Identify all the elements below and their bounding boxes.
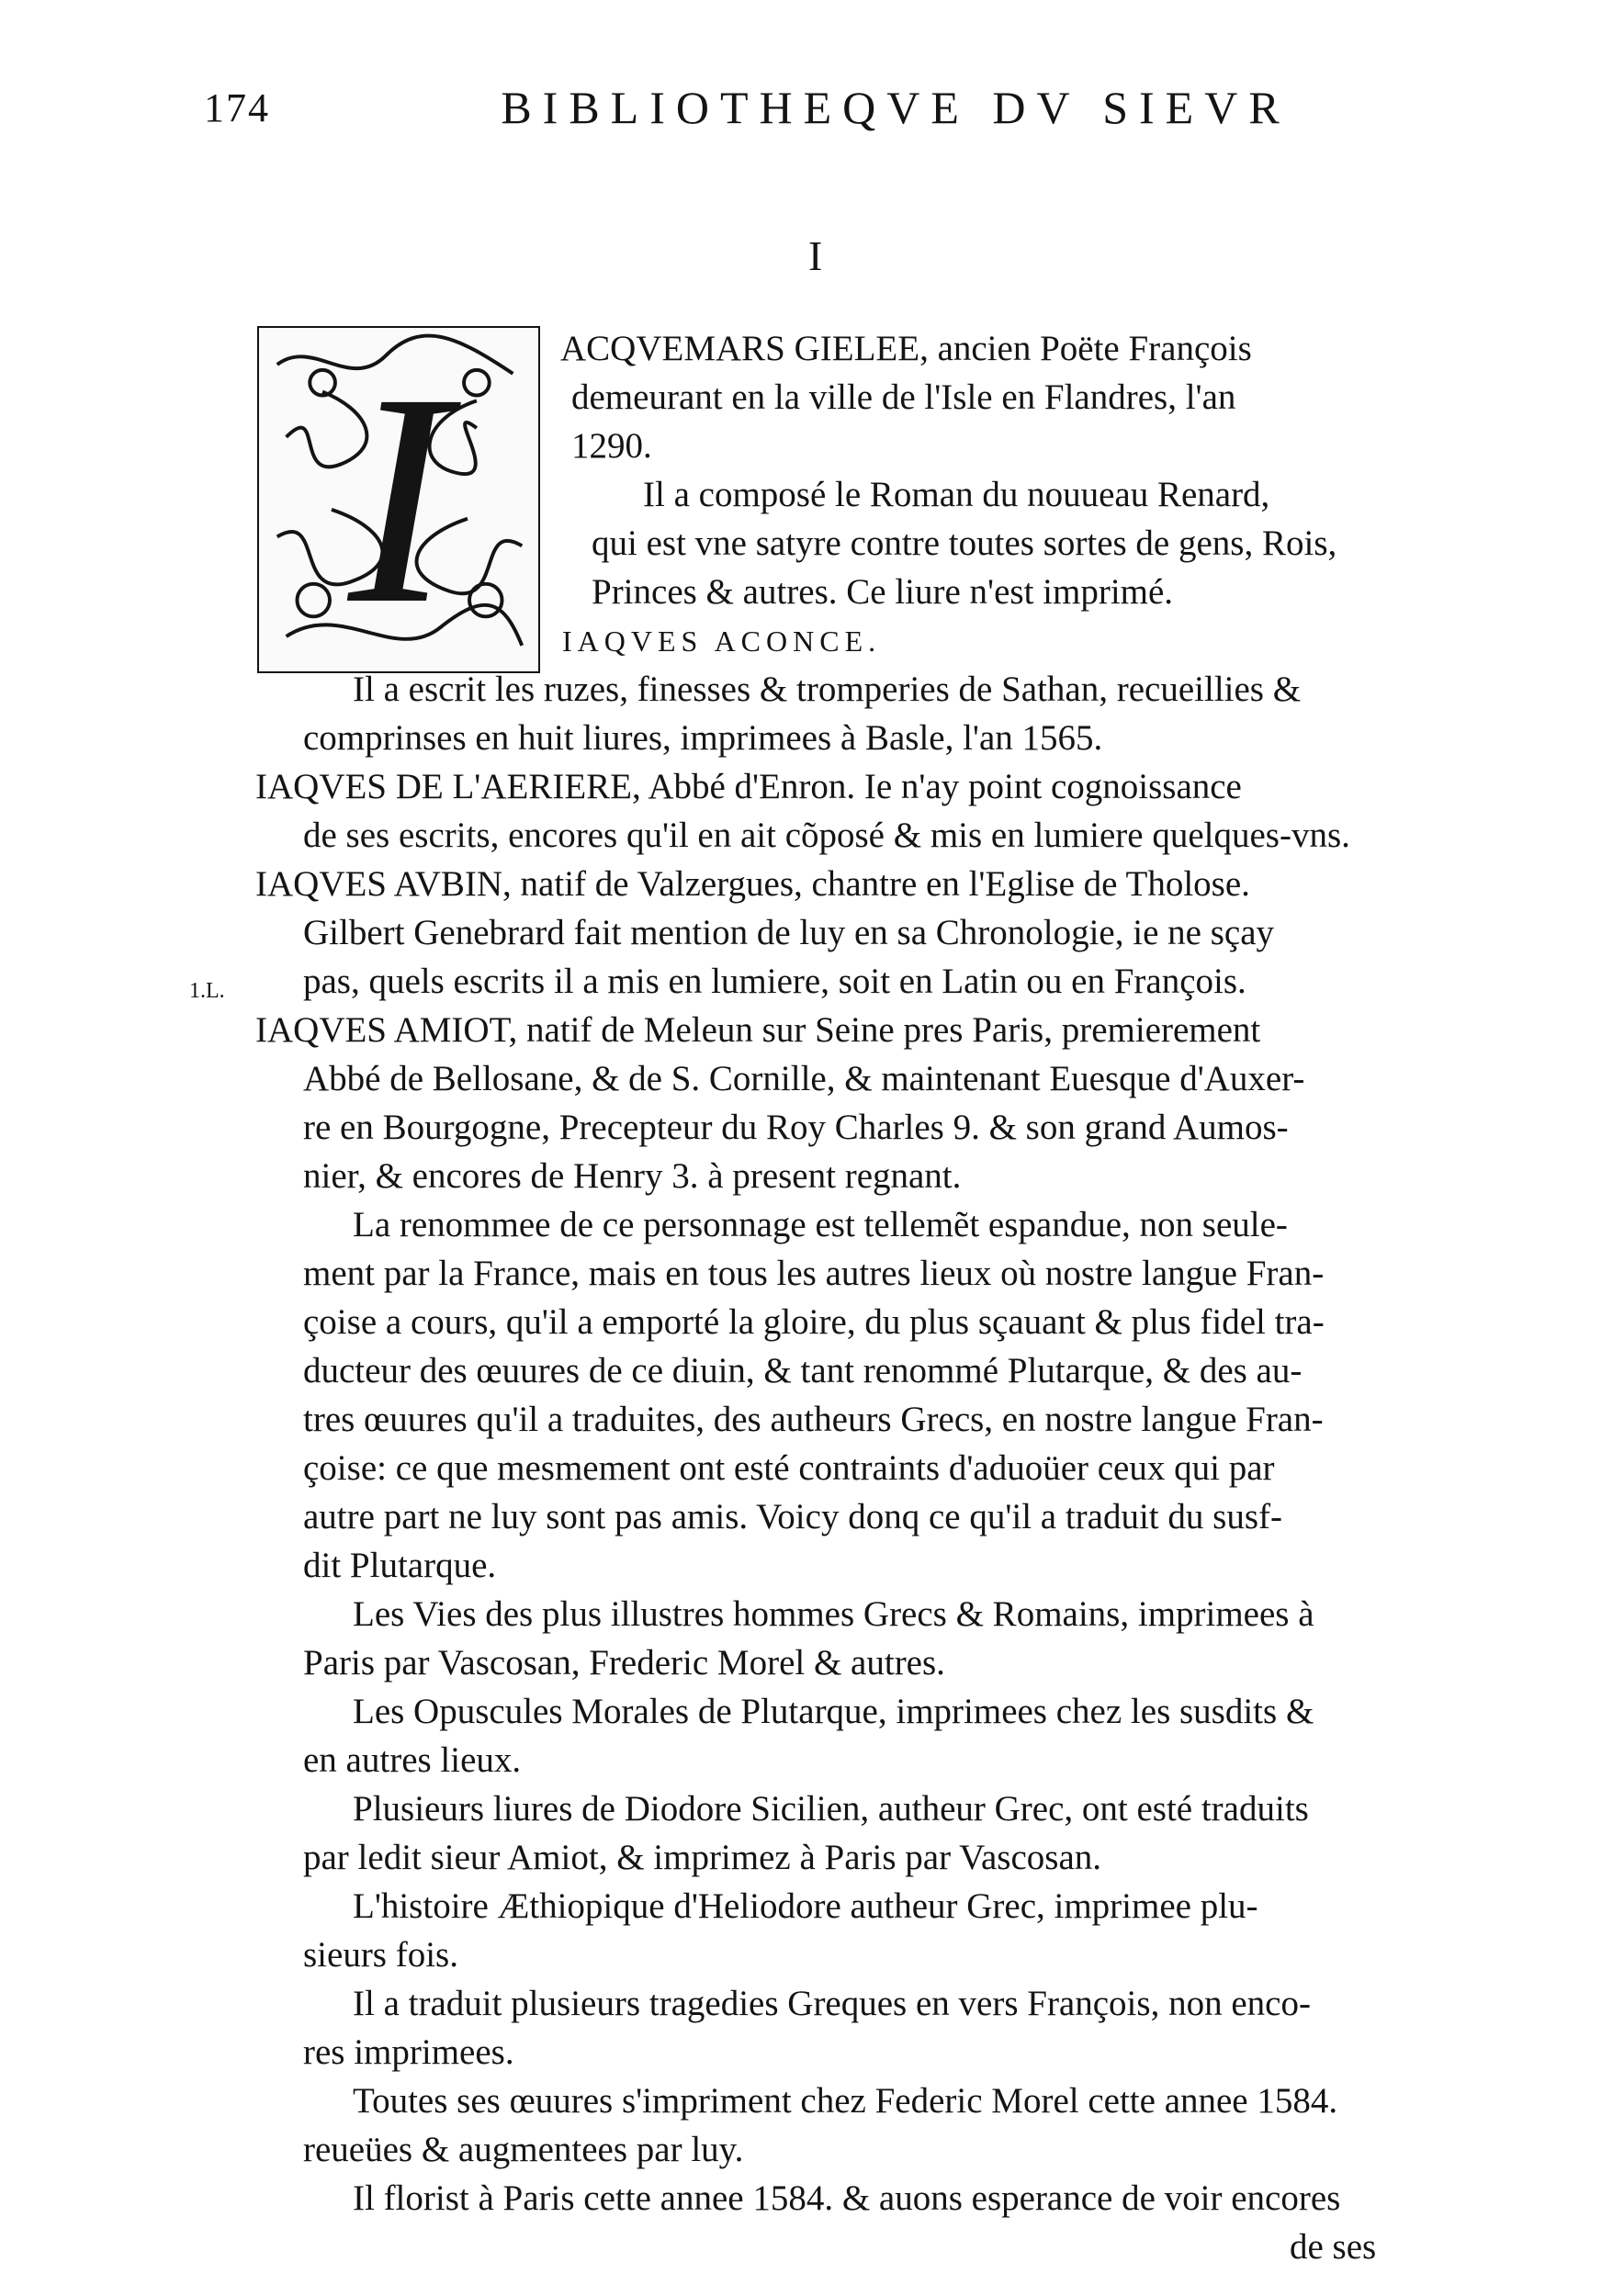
text-line: en autres lieux. <box>303 1740 522 1780</box>
text-line: Il a traduit plusieurs tragedies Greques en vers François, non enco- <box>353 1984 1311 2023</box>
text-line: pas, quels escrits il a mis en lumiere, soit en Latin ou en François. <box>303 962 1246 1001</box>
text-line: Il a escrit les ruzes, finesses & tromperies de Sathan, recueillies & <box>353 670 1302 709</box>
text-line: dit Plutarque. <box>303 1546 497 1585</box>
decorated-initial <box>257 326 540 673</box>
text-line: çoise: ce que mesmement ont esté contraints d'aduoüer ceux qui par <box>303 1448 1275 1488</box>
page-number: 174 <box>204 85 270 130</box>
text-line: qui est vne satyre contre toutes sortes de gens, Rois, <box>592 523 1337 563</box>
text-line: Les Opuscules Morales de Plutarque, imprimees chez les susdits & <box>353 1692 1314 1731</box>
initial-letter: I <box>348 332 449 667</box>
text-line: 1290. <box>571 426 652 466</box>
entry-line: IAQVES DE L'AERIERE, Abbé d'Enron. Ie n'ay point cognoissance <box>255 767 1242 806</box>
text-line: Toutes ses œuures s'impriment chez Federic Morel cette annee 1584. <box>353 2081 1338 2121</box>
entry-line: IAQVES AMIOT, natif de Meleun sur Seine pres Paris, premierement <box>255 1010 1261 1050</box>
text-line: re en Bourgogne, Precepteur du Roy Charles 9. & son grand Aumos- <box>303 1108 1289 1147</box>
text-line: tres œuures qu'il a traduites, des autheurs Grecs, en nostre langue Fran- <box>303 1400 1324 1439</box>
text-line: Il a composé le Roman du nouueau Renard, <box>643 475 1270 514</box>
margin-note: 1.L. <box>189 979 225 1003</box>
text-line: Princes & autres. Ce liure n'est imprimé. <box>592 572 1174 612</box>
text-line: Il florist à Paris cette annee 1584. & auons esperance de voir encores <box>353 2178 1341 2218</box>
text-line: Abbé de Bellosane, & de S. Cornille, & maintenant Euesque d'Auxer- <box>303 1059 1305 1098</box>
text-line: çoise a cours, qu'il a emporté la gloire, du plus sçauant & plus fidel tra- <box>303 1302 1325 1342</box>
text-line: ment par la France, mais en tous les autres lieux où nostre langue Fran- <box>303 1254 1325 1293</box>
text-line: comprinses en huit liures, imprimees à Basle, l'an 1565. <box>303 718 1103 758</box>
text-line: Gilbert Genebrard fait mention de luy en sa Chronologie, ie ne sçay <box>303 913 1274 952</box>
text-line: sieurs fois. <box>303 1935 458 1975</box>
text-line: autre part ne luy sont pas amis. Voicy donq ce qu'il a traduit du susf- <box>303 1497 1282 1536</box>
text-line: de ses escrits, encores qu'il en ait cõposé & mis en lumiere quelques-vns. <box>303 816 1350 855</box>
text-line: reueües & augmentees par luy. <box>303 2130 744 2169</box>
text-line: par ledit sieur Amiot, & imprimez à Paris par Vascosan. <box>303 1838 1102 1877</box>
entry-name: IAQVES ACONCE. <box>562 625 882 658</box>
text-line: Les Vies des plus illustres hommes Grecs & Romains, imprimees à <box>353 1594 1314 1634</box>
text-line: La renommee de ce personnage est tellemẽt espandue, non seule- <box>353 1205 1288 1244</box>
section-letter: I <box>808 232 823 279</box>
text-line: nier, & encores de Henry 3. à present regnant. <box>303 1156 962 1196</box>
text-line: demeurant en la ville de l'Isle en Flandres, l'an <box>571 377 1236 417</box>
text-line: ducteur des œuures de ce diuin, & tant renommé Plutarque, & des au- <box>303 1351 1303 1390</box>
text-line: ACQVEMARS GIELEE, ancien Poëte François <box>560 329 1252 368</box>
catchword: de ses <box>1290 2227 1377 2267</box>
text-line: L'histoire Æthiopique d'Heliodore autheur Grec, imprimee plu- <box>353 1886 1258 1926</box>
running-head: BIBLIOTHEQVE DV SIEVR <box>501 82 1291 133</box>
text-line: Paris par Vascosan, Frederic Morel & autres. <box>303 1643 945 1683</box>
text-line: Plusieurs liures de Diodore Sicilien, autheur Grec, ont esté traduits <box>353 1789 1309 1829</box>
text-line: res imprimees. <box>303 2032 514 2072</box>
entry-line: IAQVES AVBIN, natif de Valzergues, chantre en l'Eglise de Tholose. <box>255 864 1250 904</box>
